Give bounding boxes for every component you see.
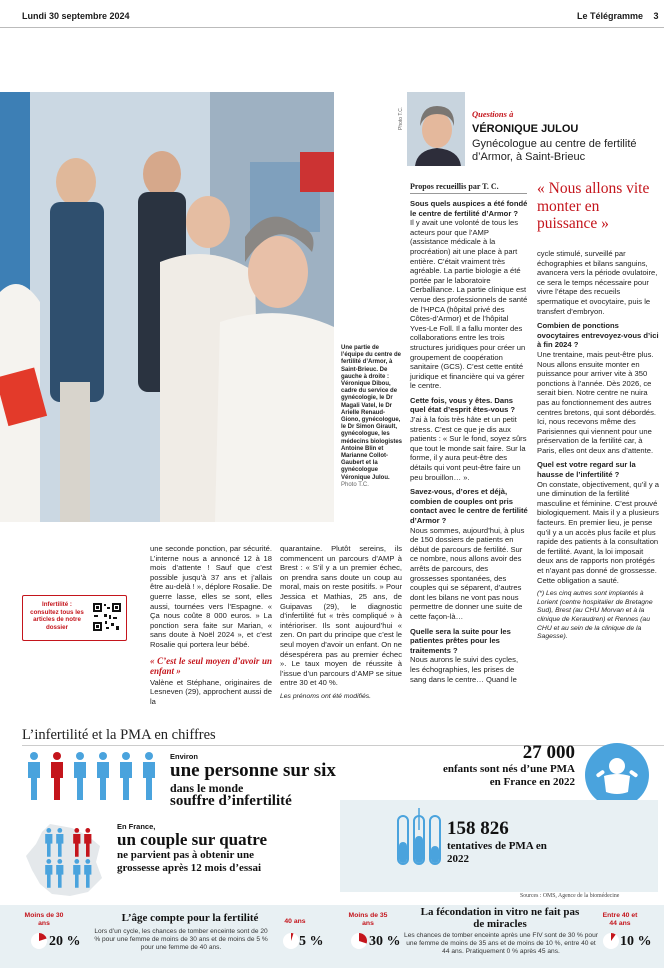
stat3-big: 27 000 [522,742,575,763]
couple-person-icon [45,859,52,888]
fiv-title: La fécondation in vitro ne fait pas de miracles [420,906,580,930]
couple-person-icon [73,828,80,857]
fiv-right-label: Entre 40 et 44 ans [602,912,638,927]
stat1-big2: souffre d’infertilité [170,793,292,809]
age-left-gauge [30,932,48,955]
person-icon [143,752,155,800]
photo-caption: Une partie de l’équipe du centre de fertilité d’Armor, à Saint-Brieuc. De gauche à droite : Véronique Dibou, cadre du service de gynécologie, le Dr Magali Vatel, le Dr Arielle Renaud-Giono, gynécologue, le Dr Simon Girault, gynécologue, les médecins biologistes Antoine Blin et Marianne Collot-Gaubert et la gynécologue Véronique Julou. Photo T.C. [341,345,403,488]
header-date: Lundi 30 septembre 2024 [22,11,130,21]
article-column-b: quarantaine. Plutôt sereins, ils commencent un parcours d’AMP à Brest : « S’il y a un premier échec, on prendra sans doute un coup au moral, mais on reste positifs. » Pour Jessica et Mathias, 25 ans, de Guipavas (29), le diagnostic d’infertilité fut « très compliqué » à intérioriser. Ils sont aujourd’hui « zen. On part du principe que c’est le seul moyen d’avoir un enfant. On ne désespérera pas au premier échec ». Le taux moyen de réussite à l’issue d’un parcours d’AMP se situe entre 30 et 40 %. Les prénoms ont été modifiés. [280,544,402,700]
fiv-left-label: Moins de 35 ans [348,912,388,927]
pull-quote: « Nous allons vite monter en puissance » [537,180,650,232]
couple-person-icon [73,859,80,888]
stat2-rest: ne parvient pas à obtenir une grossesse après 12 mois d’essai [117,849,262,874]
fiv-left-value: 30 % [369,934,401,949]
stat1-mid: dans le monde [170,781,244,795]
infobox-text[interactable]: Infertilité : consultez tous les articles de notre dossier [30,601,84,631]
age-left-value: 20 % [49,934,81,949]
person-icon [97,752,109,800]
interview-label: Questions à [472,109,514,119]
article-subhead: « C’est le seul moyen d’avoir un enfant » [150,655,272,676]
people-pictogram-six [26,750,166,807]
age-left-label: Moins de 30 ans [24,912,64,927]
stat2-pre: En France, [117,822,156,831]
stat2-big: un couple sur quatre [117,830,268,849]
couple-person-icon [45,828,52,857]
team-photo [0,92,334,522]
interview-column-1: Sous quels auspices a été fondé le centre de fertilité d’Armor ? Il y avait une volonté de tous les acteurs pour que l’AMP (assistance médicale à la procréation) ait une place à part entière. C’était vraiment très agréable. La partie biologie a été portée par le laboratoire Cerballiance. La partie clinique est venue des professionnels de santé de l’HPCA (hôpital privé des Côtes-d’Armor) et de l’hôpital Yves-Le Foll. Il a fallu monter des collaborations entre les trois structures juridiques pour créer un groupement de coopération sanitaire (GCS). C’est cette entité juridique et financière qui va gérer le centre. Cette fois, vous y êtes. Dans quel état d’esprit êtes-vous ? J’ai à la fois très hâte et un petit stress. C’est ce que je dis aux patients : « Sur le fond, soyez sûrs que tout le monde sait faire. Sur la forme, il y aura peut-être des détails qui vont peut-être faire un peu brouillon… ». Savez-vous, d’ores et déjà, combien de couples ont pris contact avec le centre de fertilité d’Armor ? Nous sommes, aujourd’hui, à plus de 150 dossiers de patients en début de parcours de fertilité. Sur ce nombre, nous allons avoir des arrêts de parcours, des grossesses spontanées, des couples qui se séparent, d’autres dont les bilans ne vont pas nous permettre de donner une suite de cette façon-là… Quelle sera la suite pour les patientes prêtes pour les traitements ? Nous aurons le suivi des cycles, les échographies, les prises de sang dans le centre… Quand le [410,199,528,684]
couples-pictogram [44,828,100,895]
byline-divider [410,193,527,194]
age-right-gauge [282,932,300,955]
qr-code-icon[interactable] [92,602,122,632]
age-text: Lors d’un cycle, les chances de tomber enceinte sont de 20 % pour une femme de moins de 30 ans et de moins de 5 % pour une femme de 40 ans. [94,928,268,952]
person-icon [120,752,132,800]
couple-person-icon [84,859,91,888]
article-column-a: une seconde ponction, par sécurité. L’interne nous a annoncé 12 à 18 mois d’attente ! Sauf que c’est possible jusqu’à 37 ans et j’allais être au-delà ! », déplore Rosalie. De guerre lasse, elles se sont, elles aussi, tournées vers l’Espagne. « Ça nous coûte 8 000 euros. » La ponction sera faite sur Marian, « sans doute à Noël 2024 », et c’est Rosalie qui portera leur bébé. « C’est le seul moyen d’avoir un enfant » Valène et Stéphane, originaires de Lesneven (29), approchent aussi de la [150,544,272,706]
age-title: L’âge compte pour la fertilité [121,912,259,924]
fiv-left-gauge [350,932,368,955]
stat1-big: une personne sur six [170,760,336,781]
infographic-title: L’infertilité et la PMA en chiffres [22,727,216,743]
infographic-source: Sources : OMS, Agence de la biomédecine [520,893,620,899]
portrait-credit: Photo T.C. [398,106,404,130]
stat4-rest: tentatives de PMA en 2022 [447,840,547,865]
header-brand: Le Télégramme 3 [577,11,659,21]
interview-footnote: (*) Les cinq autres sont implantés à Lorient (centre hospitalier de Bretagne Sud), Brest (au CHU Morvan et à la clinique de Keraudren) et Rennes (au CHU et au sein de la clinique de la Sagesse). [537,590,653,641]
couple-person-icon [84,828,91,857]
test-tubes-icon [394,808,444,877]
stat1-pre: Environ [170,752,198,761]
header-divider [0,27,664,28]
interviewee-name: VÉRONIQUE JULOU [472,123,579,135]
portrait-photo [407,92,465,166]
interviewee-role: Gynécologue au centre de fertilité d’Armor, à Saint-Brieuc [472,138,637,163]
age-right-value: 5 % [299,934,324,949]
person-icon [28,752,40,800]
fiv-text: Les chances de tomber enceinte après une FIV sont de 30 % pour une femme de moins de 35 ans et de moins de 10 %, entre 40 et 44 ans. Pratiquement 0 % après 45 ans. [404,932,598,956]
couple-person-icon [56,828,63,857]
person-icon [74,752,86,800]
couple-person-icon [56,859,63,888]
fiv-right-value: 10 % [620,934,652,949]
interview-column-2: cycle stimulé, surveillé par échographies et bilans sanguins, avancera vers la période ovulatoire, ce sera le temps nécessaire pour vivre l’étape des recueils spermatique et ovocytaire, puis le transfert d’embryon. Combien de ponctions ovocytaires entrevoyez-vous d’ici à fin 2024 ? Une trentaine, mais peut-être plus. Nous allons ensuite monter en puissance pour arriver vite à 350 ponctions à l’année. Dès 2026, ce serait bien. Notre centre ne nuira pas au fonctionnement des autres centres bretons, qui sont débordés. Ici, nous recevons même des Parisiennes qui viennent pour une préservation de la fertilité car, à Paris, elles ont deux ans d’attente. Quel est votre regard sur la hausse de l’infertilité ? On constate, objectivement, qu’il y a une diminution de la fertilité masculine et féminine. C’est prouvé biologiquement. Mais il y a plusieurs facteurs. En premier lieu, je pense qu’il y a un accès plus facile et plus rapide des patients à la consultation de fertilité. Avant, la loi imposait deux ans de rapports non protégés et n’ayant pas donné de grossesse. Cette obligation a sauté. (*) Les cinq autres sont implantés à Lorient (centre hospitalier de Bretagne Sud), Brest (au CHU Morvan et à la clinique de Keraudren) et Rennes (au CHU et au sein de la clinique de la Sagesse). [537,249,659,641]
fiv-right-gauge [602,932,620,955]
stat4-big: 158 826 [447,818,509,839]
age-right-label: 40 ans [284,918,306,925]
person-icon [51,752,63,800]
byline: Propos recueillis par T. C. [410,182,499,191]
stat3-rest: enfants sont nés d’une PMA en France en 2022 [442,763,575,788]
